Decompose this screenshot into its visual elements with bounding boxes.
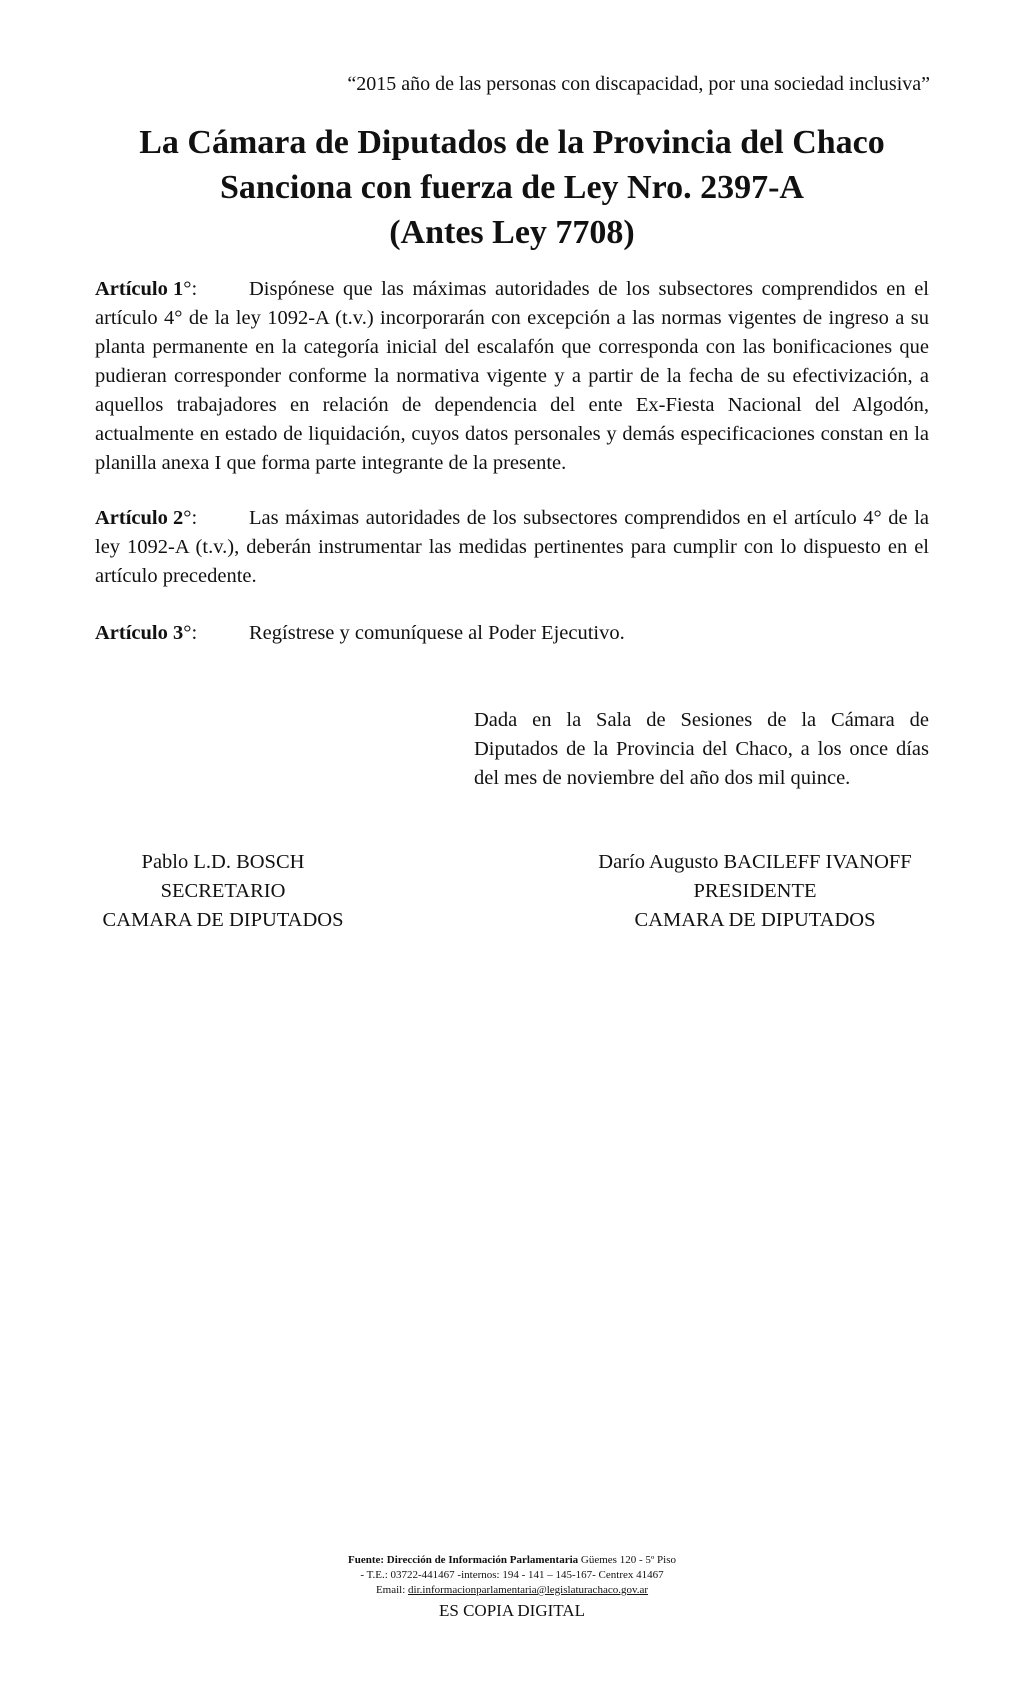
footer-source-label: Fuente: Dirección de Información Parlamentaria	[348, 1554, 579, 1566]
article-3-text: Regístrese y comuníquese al Poder Ejecutivo.	[249, 622, 625, 644]
article-2-label: Artículo 2°:	[95, 507, 198, 529]
session-closing-text: Dada en la Sala de Sesiones de la Cámara de Diputados de la Provincia del Chaco, a los once días del mes de noviembre del año dos mil quince.	[474, 709, 929, 789]
footer-address: Güemes 120 - 5º Piso	[578, 1554, 676, 1566]
signature-body: CAMARA DE DIPUTADOS	[102, 909, 344, 931]
footer-email-line	[0, 1583, 1024, 1598]
article-2-text: Las máximas autoridades de los subsectores comprendidos en el artículo 4° de la ley 1092-A (t.v.), deberán instrumentar las medidas pertinentes para cumplir con lo dispuesto en el artículo precedente.	[95, 507, 929, 587]
article-1-text: Dispónese que las máximas autoridades de los subsectores comprendidos en el artículo 4° de la ley 1092-A (t.v.) incorporarán con excepción a las normas vigentes de ingreso a su planta permanente en la categoría inicial del escalafón que corresponda con las bonificaciones que pudieran corresponder conforme la normativa vigente y a partir de la fecha de su efectivización, a aquellos trabajadores en relación de dependencia del ente Ex-Fiesta Nacional del Algodón, actualmente en estado de liquidación, cuyos datos personales y demás especificaciones constan en la planilla anexa I que forma parte integrante de la presente.	[95, 278, 929, 474]
signature-role: SECRETARIO	[160, 880, 286, 902]
digital-copy-notice: ES COPIA DIGITAL	[439, 1601, 585, 1620]
signature-body: CAMARA DE DIPUTADOS	[634, 909, 876, 931]
footer-source-line	[0, 1553, 1024, 1568]
article-2	[95, 504, 929, 591]
title-line-1: La Cámara de Diputados de la Provincia del Chaco	[139, 124, 885, 161]
year-motto: “2015 año de las personas con discapacidad, por una sociedad inclusiva”	[347, 73, 930, 95]
footer-source	[0, 1553, 1024, 1598]
signature-president	[570, 848, 940, 935]
document-title	[0, 120, 1024, 255]
article-1	[95, 275, 929, 478]
signature-secretary	[88, 848, 358, 935]
signature-role: PRESIDENTE	[693, 880, 817, 902]
signature-name: Pablo L.D. BOSCH	[141, 851, 305, 873]
footer-phones: - T.E.: 03722-441467 -internos: 194 - 141 – 145-167- Centrex 41467	[360, 1569, 664, 1581]
title-line-3: (Antes Ley 7708)	[389, 214, 635, 251]
footer-email-link[interactable]: dir.informacionparlamentaria@legislaturachaco.gov.ar	[408, 1584, 649, 1596]
article-3	[95, 619, 929, 648]
title-line-2: Sanciona con fuerza de Ley Nro. 2397-A	[220, 169, 804, 206]
footer-email-label: Email:	[375, 1584, 409, 1596]
article-1-label: Artículo 1°:	[95, 278, 198, 300]
article-3-label: Artículo 3°:	[95, 622, 198, 644]
signature-name: Darío Augusto BACILEFF IVANOFF	[598, 851, 912, 873]
